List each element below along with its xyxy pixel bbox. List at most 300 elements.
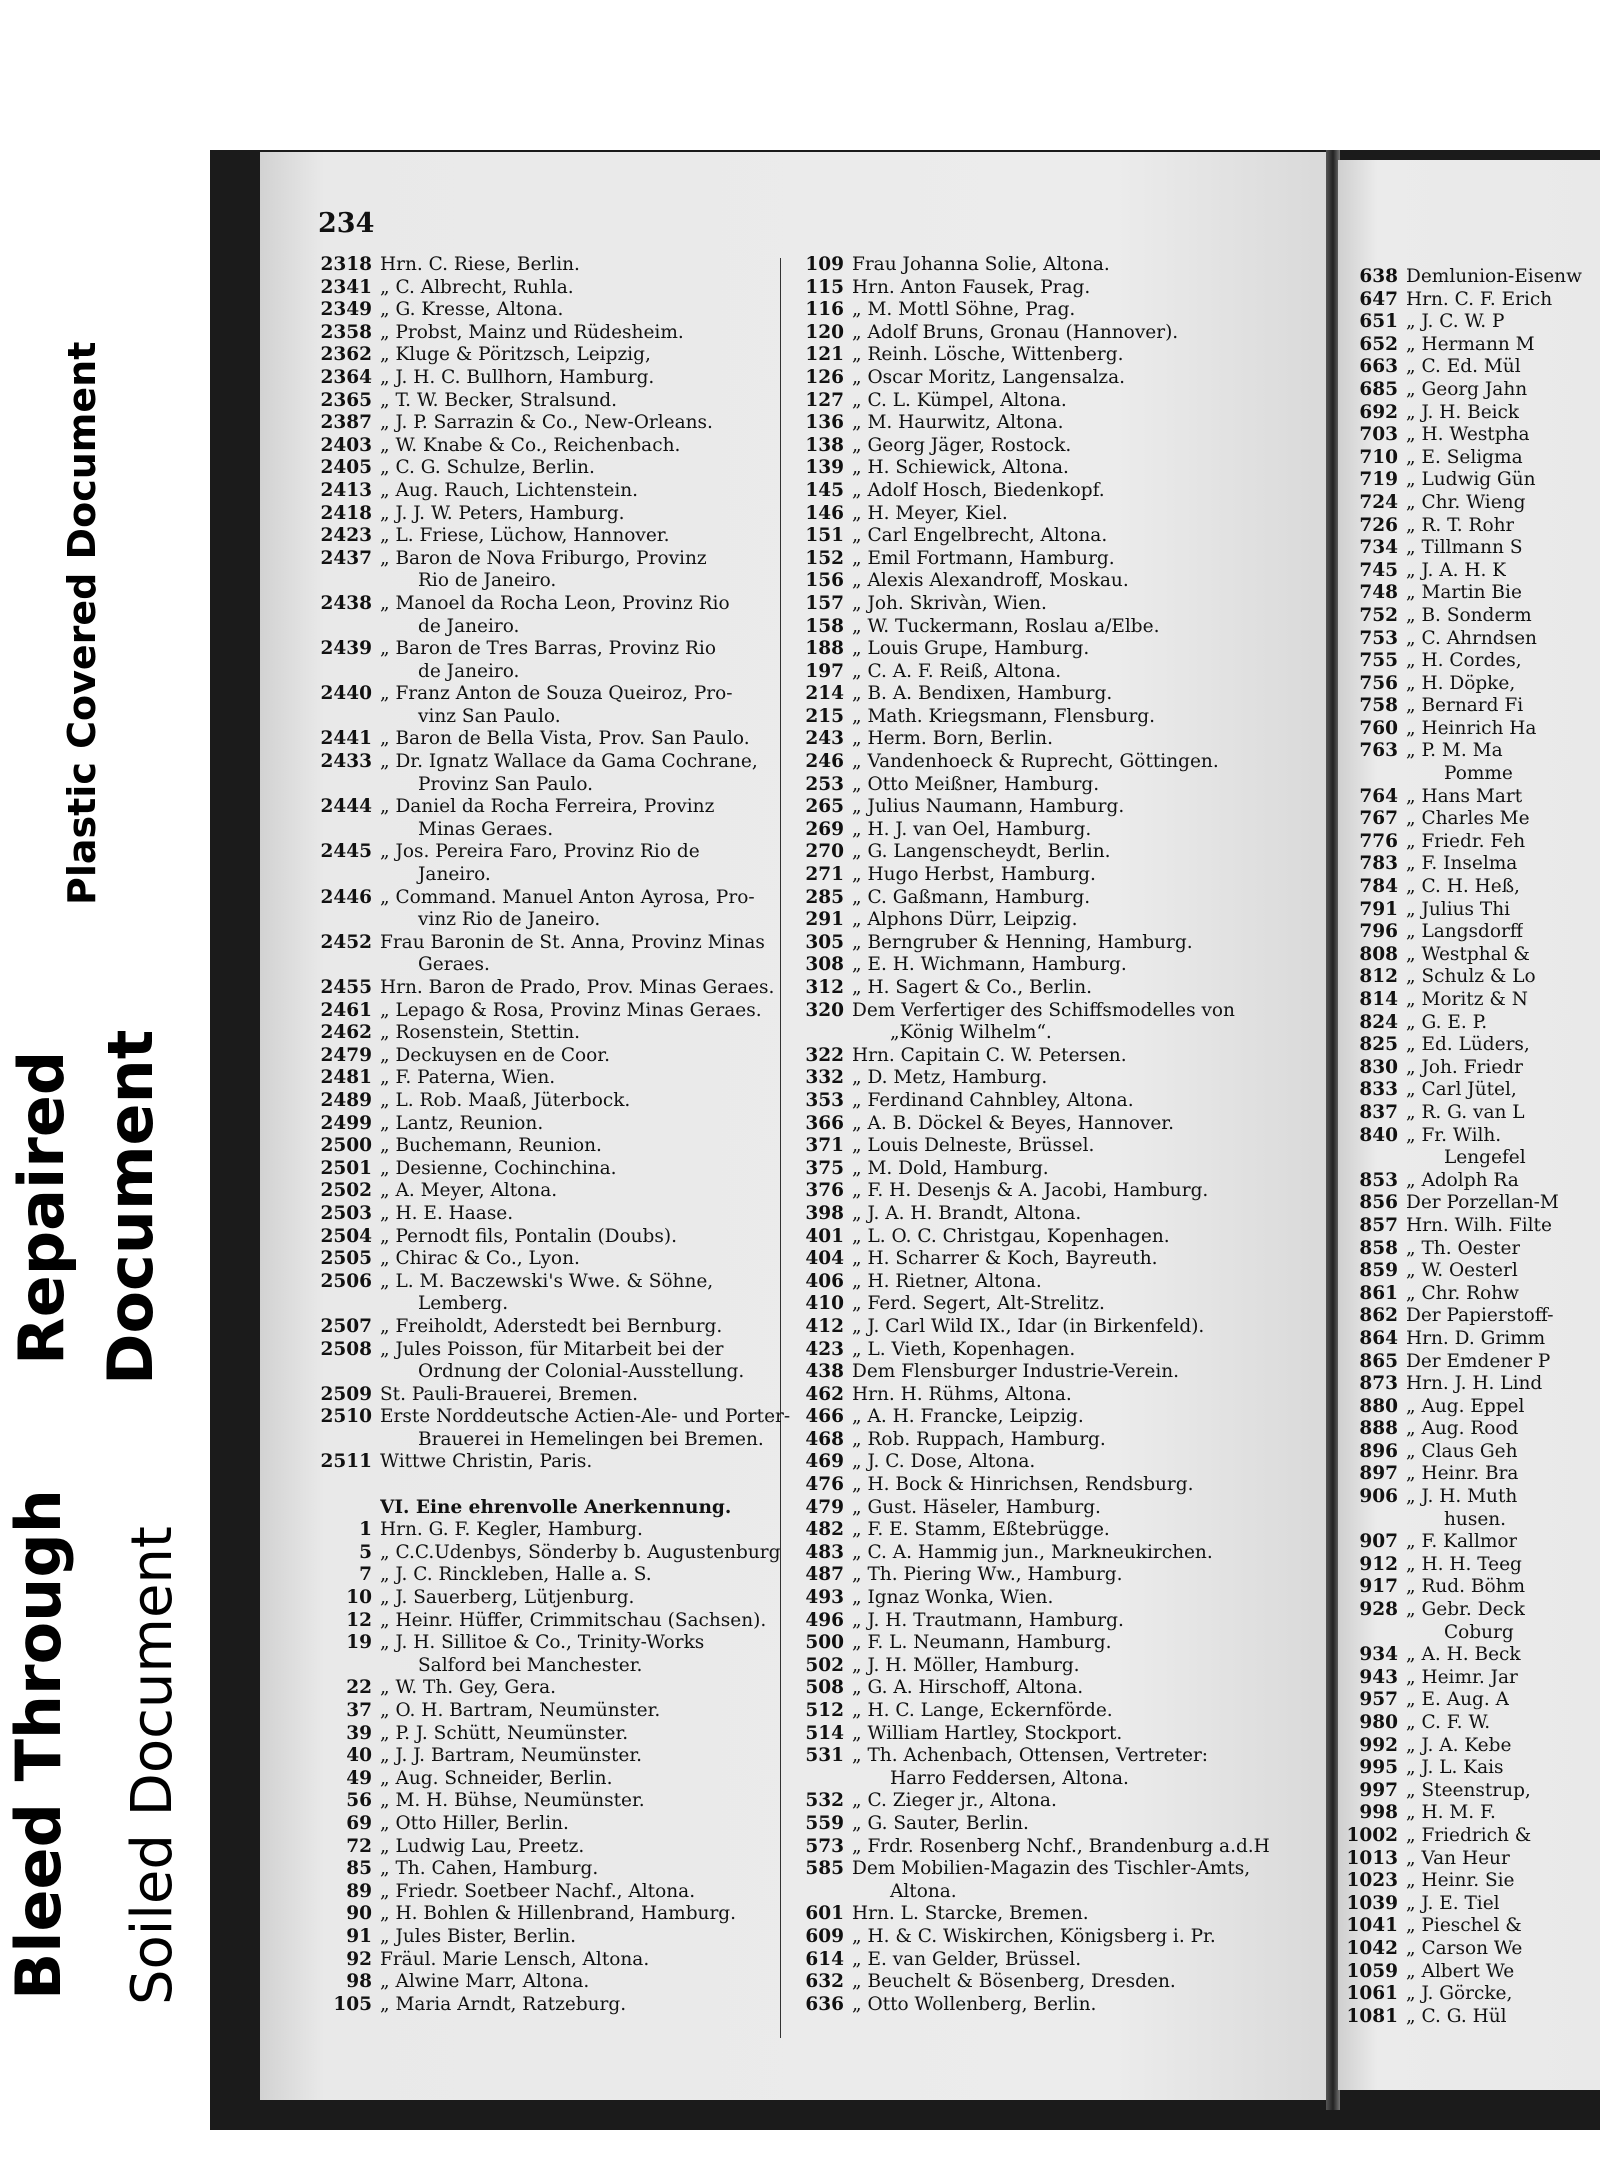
- list-item: [782, 1067, 1324, 1090]
- label-plastic-covered: Plastic Covered Document: [60, 341, 104, 905]
- list-item: [782, 1745, 1324, 1768]
- list-item: [310, 1994, 778, 2017]
- entry-text: Coburg: [1444, 1621, 1514, 1643]
- entry-number: [310, 570, 380, 593]
- entry-number: 412: [805, 1315, 844, 1337]
- entry-number: 121: [805, 344, 844, 366]
- entry-number: 85: [346, 1858, 372, 1880]
- entry-text: „ Otto Hiller, Berlin.: [380, 1812, 569, 1834]
- entry-number: 90: [346, 1903, 372, 1925]
- entry-number: 752: [1359, 604, 1398, 626]
- list-item: [1336, 1554, 1600, 1577]
- entry-text: „ Ferd. Segert, Alt-Strelitz.: [852, 1293, 1105, 1315]
- entry-text: „ W. Tuckermann, Roslau a/Elbe.: [852, 615, 1160, 637]
- entry-number: 585: [805, 1858, 844, 1880]
- entry-text: „ Van Heur: [1406, 1847, 1510, 1869]
- list-item: [1336, 1780, 1600, 1803]
- entry-number: [782, 1881, 852, 1904]
- entry-number: 980: [1359, 1712, 1398, 1733]
- list-item: [782, 1022, 1324, 1045]
- list-item: [1336, 1215, 1600, 1238]
- list-item: [310, 390, 778, 413]
- entry-number: 22: [346, 1677, 372, 1699]
- entry-text: „ C. H. Heß,: [1406, 876, 1520, 898]
- list-item: [782, 1632, 1324, 1655]
- list-item: [310, 932, 778, 955]
- list-item: [1336, 695, 1600, 718]
- list-item: [782, 1090, 1324, 1113]
- entry-number: 663: [1359, 356, 1398, 378]
- entry-number: 651: [1359, 311, 1398, 333]
- list-item: [782, 909, 1324, 932]
- entry-number: 406: [805, 1270, 844, 1292]
- entry-text: „ Bernard Fi: [1406, 695, 1524, 717]
- list-item: [310, 1541, 781, 1565]
- entry-number: 466: [805, 1406, 844, 1428]
- entry-text: „ C. L. Kümpel, Altona.: [852, 389, 1067, 411]
- entry-text: Hrn. H. Rühms, Altona.: [852, 1383, 1072, 1405]
- entry-number: 320: [805, 999, 844, 1021]
- list-item: [1336, 1351, 1600, 1374]
- list-item: [1336, 899, 1600, 922]
- entry-text: „ C. Ed. Mül: [1406, 356, 1521, 378]
- entry-text: Geraes.: [418, 954, 490, 976]
- entry-text: „ Albert We: [1406, 1960, 1515, 1982]
- list-item: [1336, 447, 1600, 470]
- list-item: [1336, 1848, 1600, 1871]
- list-item: [1336, 1102, 1600, 1125]
- entry-number: 703: [1359, 424, 1398, 446]
- entry-text: „ Dr. Ignatz Wallace da Gama Cochrane,: [380, 751, 758, 773]
- list-item: [310, 1497, 778, 1520]
- entry-number: 767: [1359, 808, 1398, 830]
- entry-number: 2508: [320, 1338, 372, 1360]
- list-item: [782, 864, 1324, 887]
- entry-number: 758: [1359, 695, 1398, 717]
- entry-number: 312: [805, 977, 844, 998]
- list-item: [310, 819, 778, 842]
- entry-text: „ Julius Thi: [1406, 898, 1511, 920]
- list-item: [1336, 2006, 1600, 2029]
- entry-text: „ J. Görcke,: [1406, 1983, 1513, 2005]
- entry-number: 1059: [1346, 1960, 1398, 1982]
- entry-text: „ Heinrich Ha: [1406, 717, 1537, 739]
- entry-number: 753: [1359, 627, 1398, 649]
- list-item: [1336, 1463, 1600, 1486]
- entry-number: 808: [1359, 943, 1398, 965]
- label-document-repaired: Document: [94, 1029, 167, 1385]
- list-item: [310, 548, 778, 571]
- entry-number: 992: [1359, 1734, 1398, 1756]
- list-item: [1336, 650, 1600, 673]
- list-item: [782, 548, 1324, 571]
- list-item: [310, 1610, 778, 1633]
- entry-number: [1336, 1509, 1406, 1532]
- entry-text: „ Rob. Ruppach, Hamburg.: [852, 1428, 1106, 1450]
- list-item: [1336, 537, 1600, 560]
- list-item: [1336, 1012, 1600, 1035]
- entry-text: Hrn. C. Riese, Berlin.: [380, 254, 580, 275]
- list-item: [310, 1790, 778, 1813]
- list-item: [310, 1248, 778, 1271]
- list-item: [1336, 1825, 1600, 1848]
- entry-text: „ Baron de Bella Vista, Prov. San Paulo.: [380, 728, 750, 750]
- list-item: [782, 1429, 1324, 1452]
- entry-number: 1041: [1346, 1915, 1398, 1937]
- list-item: [782, 1542, 1324, 1565]
- entry-text: „ Berngruber & Henning, Hamburg.: [852, 931, 1193, 953]
- entry-number: 1039: [1346, 1892, 1398, 1914]
- list-item: [1336, 1147, 1600, 1170]
- list-item: [1336, 853, 1600, 876]
- entry-text: „ M. Dold, Hamburg.: [852, 1157, 1049, 1179]
- entry-text: Dem Flensburger Industrie-Verein.: [852, 1361, 1180, 1383]
- entry-number: 998: [1359, 1802, 1398, 1824]
- entry-number: 912: [1359, 1553, 1398, 1575]
- entry-number: [310, 1361, 380, 1384]
- entry-text: „ Frdr. Rosenberg Nchf., Brandenburg a.d.H: [852, 1835, 1270, 1857]
- list-item: [1336, 966, 1600, 989]
- list-item: [782, 344, 1324, 367]
- entry-number: 861: [1359, 1282, 1398, 1304]
- list-item: [782, 1723, 1324, 1746]
- entry-number: 197: [805, 660, 844, 682]
- entry-number: 692: [1359, 401, 1398, 423]
- list-item: [310, 1903, 778, 1926]
- entry-text: „ J. E. Tiel: [1406, 1892, 1500, 1914]
- list-item: [782, 1881, 1324, 1904]
- column-divider: [780, 258, 781, 2038]
- entry-text: Hrn. Capitain C. W. Petersen.: [852, 1044, 1127, 1066]
- entry-text: „ Joh. Skrivàn, Wien.: [852, 592, 1047, 614]
- list-item: [310, 1045, 778, 1068]
- list-item: [1336, 1531, 1600, 1554]
- entry-number: 483: [805, 1541, 844, 1563]
- list-item: [310, 503, 778, 526]
- list-item: [1336, 1938, 1600, 1961]
- list-item: [1336, 605, 1600, 628]
- entry-number: 332: [805, 1067, 844, 1089]
- entry-text: „ J. Carl Wild IX., Idar (in Birkenfeld).: [852, 1315, 1205, 1337]
- entry-number: 476: [805, 1474, 844, 1496]
- entry-number: 934: [1359, 1644, 1398, 1666]
- list-item: [310, 796, 778, 819]
- entry-text: „ Heinr. Hüffer, Crimmitschau (Sachsen).: [380, 1609, 767, 1631]
- list-item: [782, 1610, 1324, 1633]
- list-item: [1336, 1125, 1600, 1148]
- entry-number: 764: [1359, 785, 1398, 807]
- entry-text: „ Jos. Pereira Faro, Provinz Rio de: [380, 841, 700, 863]
- list-item: [310, 1090, 778, 1113]
- entry-text: „ W. Th. Gey, Gera.: [380, 1677, 556, 1699]
- entry-number: 401: [805, 1225, 844, 1247]
- entry-number: 2462: [320, 1022, 372, 1044]
- entry-text: „ J. A. H. K: [1406, 559, 1507, 581]
- entry-text: „ Alphons Dürr, Leipzig.: [852, 909, 1078, 931]
- entry-number: 928: [1359, 1599, 1398, 1621]
- entry-number: 105: [333, 1993, 372, 2015]
- list-item: [1336, 1509, 1600, 1532]
- list-item: [1336, 808, 1600, 831]
- list-item: [310, 1474, 778, 1497]
- entry-text: „ W. Oesterl: [1406, 1260, 1518, 1282]
- entry-text: „ F. E. Stamm, Eßtebrügge.: [852, 1519, 1110, 1541]
- entry-number: 1: [359, 1519, 372, 1541]
- list-item: [782, 706, 1324, 729]
- list-item: [782, 1836, 1324, 1859]
- entry-text: „ Adolph Ra: [1406, 1169, 1519, 1191]
- list-item: [1336, 740, 1600, 763]
- list-item: [310, 1000, 778, 1023]
- entry-number: 2438: [320, 592, 372, 614]
- entry-text: „ W. Knabe & Co., Reichenbach.: [380, 434, 681, 456]
- entry-text: „ Westphal &: [1406, 943, 1530, 965]
- list-item: [310, 683, 778, 706]
- entry-number: [310, 819, 380, 842]
- list-item: [1336, 469, 1600, 492]
- list-item: [782, 751, 1324, 774]
- list-item: [1336, 921, 1600, 944]
- entry-number: 2437: [320, 547, 372, 569]
- entry-number: 652: [1359, 333, 1398, 355]
- entry-number: 2509: [320, 1383, 372, 1405]
- entry-text: „ F. H. Desenjs & A. Jacobi, Hamburg.: [852, 1180, 1209, 1202]
- entry-number: 559: [805, 1812, 844, 1834]
- entry-text: Frau Johanna Solie, Altona.: [852, 254, 1110, 275]
- list-item: [310, 1339, 778, 1362]
- entry-number: 906: [1359, 1486, 1398, 1508]
- entry-number: 2503: [320, 1202, 372, 1224]
- entry-number: 410: [805, 1293, 844, 1315]
- entry-number: 2461: [320, 999, 372, 1021]
- list-item: [1336, 402, 1600, 425]
- entry-text: „ Oscar Moritz, Langensalza.: [852, 366, 1126, 388]
- list-item: [1336, 1328, 1600, 1351]
- entry-number: 532: [805, 1790, 844, 1812]
- list-item: [310, 1113, 778, 1136]
- list-item: [782, 1994, 1324, 2017]
- entry-number: 760: [1359, 717, 1398, 739]
- entry-number: 865: [1359, 1350, 1398, 1372]
- entry-text: „ C. Albrecht, Ruhla.: [380, 276, 574, 298]
- list-item: [310, 1180, 778, 1203]
- entry-number: [310, 864, 380, 887]
- entry-text: „ L. Vieth, Kopenhagen.: [852, 1338, 1076, 1360]
- entry-text: „ H. H. Teeg: [1406, 1553, 1522, 1575]
- list-item: [782, 1700, 1324, 1723]
- entry-text: „ F. L. Neumann, Hamburg.: [852, 1632, 1112, 1654]
- list-item: [1336, 266, 1600, 289]
- list-item: [782, 1339, 1324, 1362]
- entry-text: „ H. Bohlen & Hillenbrand, Hamburg.: [380, 1903, 737, 1925]
- list-item: [310, 864, 778, 887]
- list-item: [782, 819, 1324, 842]
- list-item: [782, 480, 1324, 503]
- entry-text: „ Aug. Rood: [1406, 1418, 1519, 1440]
- entry-number: 493: [805, 1587, 844, 1609]
- list-item: [310, 254, 778, 277]
- list-item: [1336, 1396, 1600, 1419]
- entry-text: „ Friedr. Soetbeer Nachf., Altona.: [380, 1880, 696, 1902]
- list-item: [310, 1768, 778, 1791]
- list-item: [1336, 1599, 1600, 1622]
- list-item: [782, 435, 1324, 458]
- entry-number: 784: [1359, 876, 1398, 898]
- list-item: [782, 593, 1324, 616]
- entry-text: „ Aug. Schneider, Berlin.: [380, 1767, 613, 1789]
- entry-text: „ Th. Achenbach, Ottensen, Vertreter:: [852, 1745, 1209, 1767]
- column-2: [782, 254, 1324, 2016]
- entry-number: 734: [1359, 537, 1398, 559]
- list-item: [310, 909, 778, 932]
- entry-text: „ Carl Jütel,: [1406, 1079, 1517, 1101]
- entry-number: 512: [805, 1700, 844, 1721]
- entry-text: „ C. Ahrndsen: [1406, 627, 1537, 649]
- list-item: [1336, 379, 1600, 402]
- entry-text: „ J. C. Dose, Altona.: [852, 1451, 1036, 1473]
- list-item: [310, 322, 778, 345]
- entry-text: „ T. W. Becker, Stralsund.: [380, 389, 617, 411]
- list-item: [310, 1316, 778, 1339]
- entry-number: 724: [1359, 491, 1398, 513]
- entry-number: 371: [805, 1135, 844, 1157]
- entry-text: „ J. Sauerberg, Lütjenburg.: [380, 1587, 635, 1609]
- list-item: [782, 661, 1324, 684]
- entry-number: 479: [805, 1496, 844, 1518]
- entry-number: 139: [805, 457, 844, 479]
- entry-text: „ J. J. Bartram, Neumünster.: [380, 1745, 643, 1767]
- list-item: [310, 977, 778, 1000]
- list-item: [782, 977, 1324, 1000]
- entry-number: 873: [1359, 1373, 1398, 1395]
- entry-number: 253: [805, 773, 844, 795]
- entry-number: 151: [805, 525, 844, 547]
- list-item: [782, 1361, 1324, 1384]
- entry-text: Hrn. D. Grimm: [1406, 1327, 1546, 1349]
- list-item: [782, 1813, 1324, 1836]
- entry-number: 56: [346, 1790, 372, 1812]
- entry-number: 508: [805, 1677, 844, 1699]
- entry-number: 745: [1359, 559, 1398, 581]
- entry-number: 376: [805, 1180, 844, 1202]
- list-item: [782, 367, 1324, 390]
- list-item: [1336, 1667, 1600, 1690]
- entry-text: „ H. Döpke,: [1406, 672, 1516, 694]
- entry-number: 2499: [320, 1112, 372, 1134]
- entry-number: 136: [805, 412, 844, 434]
- entry-text: „ M. Haurwitz, Altona.: [852, 412, 1064, 434]
- entry-text: „ H. Scharrer & Koch, Bayreuth.: [852, 1248, 1158, 1270]
- list-item: [782, 1248, 1324, 1271]
- entry-number: 862: [1359, 1305, 1398, 1327]
- entry-text: „ J. H. Möller, Hamburg.: [852, 1654, 1080, 1676]
- entry-text: „ J. C. W. P: [1406, 311, 1505, 333]
- list-item: [1336, 1260, 1600, 1283]
- entry-text: Hrn. L. Starcke, Bremen.: [852, 1903, 1089, 1925]
- list-item: [782, 254, 1324, 277]
- list-item: [310, 344, 778, 367]
- list-item: [310, 593, 778, 616]
- entry-number: [310, 909, 380, 932]
- entry-text: Minas Geraes.: [418, 818, 554, 840]
- list-item: [1336, 1305, 1600, 1328]
- entry-number: 109: [805, 254, 844, 275]
- list-item: [782, 1135, 1324, 1158]
- entry-text: „ M. H. Bühse, Neumünster.: [380, 1790, 645, 1812]
- entry-text: „ Command. Manuel Anton Ayrosa, Pro-: [380, 886, 755, 908]
- entry-text: vinz San Paulo.: [418, 705, 561, 727]
- entry-text: Fräul. Marie Lensch, Altona.: [380, 1948, 650, 1970]
- list-item: [310, 1587, 778, 1610]
- entry-text: „ J. H. C. Bullhorn, Hamburg.: [380, 366, 655, 388]
- entry-text: Der Porzellan-M: [1406, 1192, 1559, 1214]
- entry-text: „ E. Aug. A: [1406, 1689, 1509, 1711]
- list-item: [782, 457, 1324, 480]
- entry-text: Der Emdener P: [1406, 1350, 1551, 1372]
- list-item: [782, 728, 1324, 751]
- list-item: [782, 1790, 1324, 1813]
- entry-text: Harro Feddersen, Altona.: [890, 1767, 1129, 1789]
- entry-text: „ Pieschel &: [1406, 1915, 1522, 1937]
- list-item: [782, 1519, 1324, 1542]
- entry-number: 907: [1359, 1531, 1398, 1553]
- entry-number: 2365: [320, 389, 372, 411]
- list-item: [310, 661, 778, 684]
- entry-number: 49: [346, 1767, 372, 1789]
- list-item: [1336, 944, 1600, 967]
- list-item: [1336, 1983, 1600, 2006]
- entry-text: „ Probst, Mainz und Rüdesheim.: [380, 321, 684, 343]
- entry-number: 270: [805, 841, 844, 863]
- entry-number: 814: [1359, 989, 1398, 1010]
- list-item: [310, 1881, 778, 1904]
- entry-text: „ E. Seligma: [1406, 446, 1523, 468]
- entry-text: „ E. H. Wichmann, Hamburg.: [852, 954, 1127, 976]
- document-condition-banner: [0, 0, 225, 2177]
- list-item: [310, 1067, 778, 1090]
- entry-text: „ H. Schiewick, Altona.: [852, 457, 1069, 479]
- entry-text: Hrn. G. F. Kegler, Hamburg.: [380, 1519, 643, 1541]
- list-item: [1336, 1170, 1600, 1193]
- list-item: [310, 954, 778, 977]
- entry-text: „ L. Friese, Lüchow, Hannover.: [380, 525, 670, 547]
- entry-text: „ Daniel da Rocha Ferreira, Provinz: [380, 796, 715, 818]
- entry-number: 265: [805, 796, 844, 818]
- list-item: [310, 1384, 778, 1407]
- entry-text: „ C. Gaßmann, Hamburg.: [852, 886, 1091, 908]
- list-item: [310, 277, 778, 300]
- list-item: [1336, 1870, 1600, 1893]
- entry-number: 146: [805, 502, 844, 524]
- list-item: [310, 638, 778, 661]
- entry-number: 825: [1359, 1034, 1398, 1056]
- entry-number: 824: [1359, 1011, 1398, 1033]
- entry-text: „ Hugo Herbst, Hamburg.: [852, 864, 1096, 886]
- entry-number: 2423: [320, 525, 372, 547]
- list-item: [310, 1271, 778, 1294]
- entry-number: 462: [805, 1383, 844, 1405]
- list-item: [310, 616, 778, 639]
- entry-number: 2502: [320, 1180, 372, 1202]
- entry-number: [310, 1429, 380, 1452]
- entry-text: „ Friedrich &: [1406, 1824, 1532, 1846]
- list-item: [310, 1406, 791, 1429]
- list-item: [1336, 673, 1600, 696]
- list-item: [1336, 1576, 1600, 1599]
- entry-text: Ordnung der Colonial-Ausstellung.: [418, 1361, 745, 1383]
- entry-text: „ Alexis Alexandroff, Moskau.: [852, 570, 1129, 592]
- list-item: [1336, 876, 1600, 899]
